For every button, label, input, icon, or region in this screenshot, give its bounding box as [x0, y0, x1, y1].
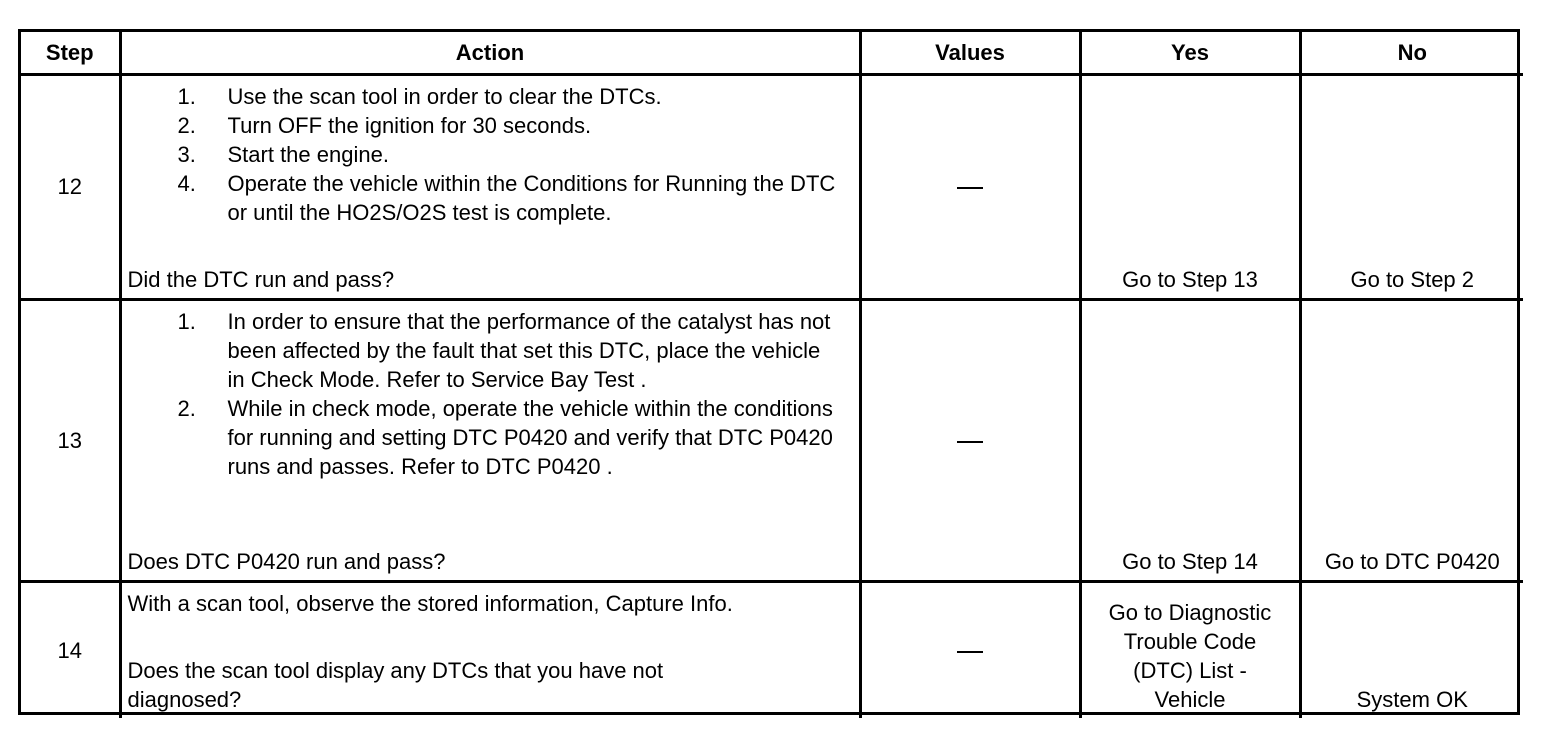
- diagnostic-table-frame: [18, 29, 1520, 715]
- list-item: [128, 111, 853, 140]
- step-number: 12: [21, 74, 120, 299]
- list-item-number: 4.: [177, 170, 196, 196]
- list-item-text: In order to ensure that the performance of the catalyst has not been affected by the fault that set this DTC, place the vehicle in Check Mode. Refer to Service Bay Test .: [227, 308, 831, 392]
- no-outcome: System OK: [1300, 581, 1523, 718]
- no-outcome: Go to DTC P0420: [1300, 299, 1523, 581]
- table-row: [21, 74, 1523, 299]
- list-item: [128, 307, 853, 394]
- list-item-number: 2.: [177, 112, 196, 138]
- header-yes: Yes: [1080, 32, 1300, 74]
- list-item-text: Use the scan tool in order to clear the DTCs.: [227, 83, 662, 109]
- values-cell: [860, 581, 1080, 718]
- list-item-number: 3.: [177, 141, 196, 167]
- em-dash-value: [957, 441, 983, 443]
- action-cell: [120, 74, 860, 299]
- action-cell: [120, 581, 860, 718]
- header-no: No: [1300, 32, 1523, 74]
- action-question: Does DTC P0420 run and pass?: [127, 548, 446, 574]
- list-item-number: 1.: [177, 83, 196, 109]
- yes-outcome: Go to Diagnostic Trouble Code (DTC) List - Vehicle: [1080, 581, 1300, 718]
- action-question: Did the DTC run and pass?: [127, 266, 395, 292]
- list-item-text: Turn OFF the ignition for 30 seconds.: [227, 112, 592, 138]
- diagnostic-table: [21, 32, 1523, 718]
- em-dash-value: [957, 187, 983, 189]
- action-steps-list: [128, 307, 853, 481]
- list-item: [128, 394, 853, 481]
- yes-outcome: Go to Step 13: [1080, 74, 1300, 299]
- step-number: 13: [21, 299, 120, 581]
- em-dash-value: [957, 651, 983, 653]
- list-item-text: Operate the vehicle within the Conditions for Running the DTC or until the HO2S/O2S test is complete.: [227, 170, 836, 225]
- table-row: [21, 581, 1523, 718]
- list-item-text: While in check mode, operate the vehicle within the conditions for running and setting DTC P0420 and verify that DTC P0420 runs and passes. Refer to DTC P0420 .: [227, 395, 833, 479]
- values-cell: [860, 299, 1080, 581]
- list-item: [128, 140, 853, 169]
- table-row: [21, 299, 1523, 581]
- table-header-row: [21, 32, 1523, 74]
- action-instruction: With a scan tool, observe the stored information, Capture Info.: [127, 590, 733, 616]
- header-step: Step: [21, 32, 120, 74]
- yes-outcome: Go to Step 14: [1080, 299, 1300, 581]
- step-number: 14: [21, 581, 120, 718]
- header-values: Values: [860, 32, 1080, 74]
- action-steps-list: [128, 82, 853, 227]
- list-item-number: 1.: [177, 308, 196, 334]
- list-item-number: 2.: [177, 395, 196, 421]
- action-question: Does the scan tool display any DTCs that you have not diagnosed?: [127, 658, 664, 712]
- list-item: [128, 169, 853, 227]
- action-cell: [120, 299, 860, 581]
- list-item-text: Start the engine.: [227, 141, 389, 167]
- header-action: Action: [120, 32, 860, 74]
- no-outcome: Go to Step 2: [1300, 74, 1523, 299]
- values-cell: [860, 74, 1080, 299]
- list-item: [128, 82, 853, 111]
